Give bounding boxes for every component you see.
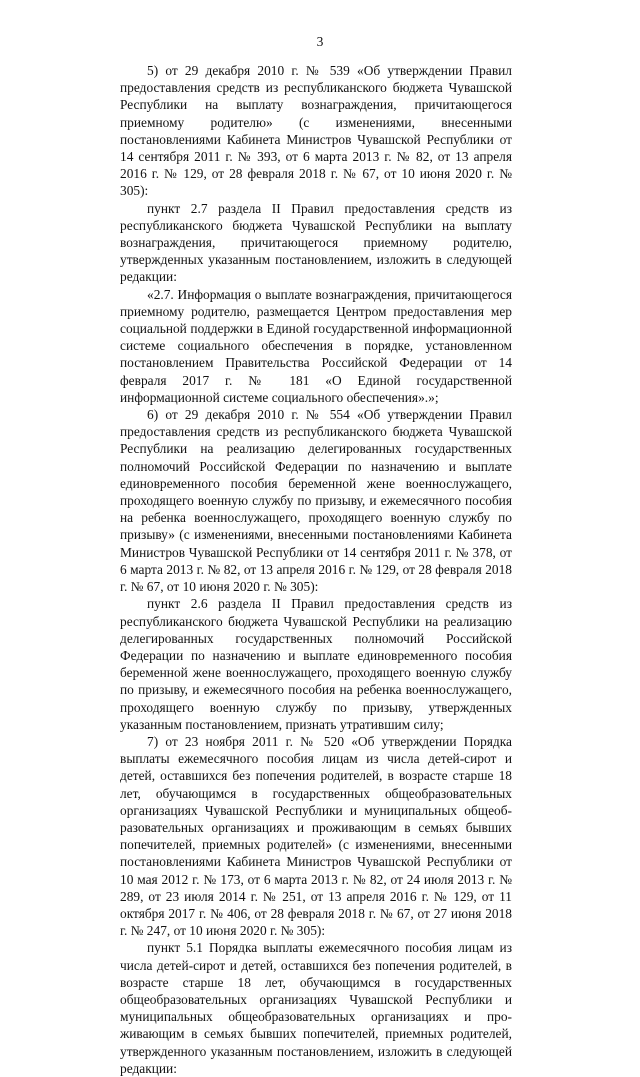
paragraph-item-5: 5) от 29 декабря 2010 г. № 539 «Об утверждении Правил предоставления средств из республиканского бюджета Чувашской Республики на выплату вознаграждения, причитающегося приемному родителю» (с изменениями, внесенными постановлениями Кабинета Министров Чувашской Республики от 14 сентября 2011 г. № 393, от 6 марта 2013 г. № 82, от 13 апреля 2016 г. № 129, от 28 февраля 2018 г. № 67, от 10 июня 2020 г. № 305): (120, 63, 512, 199)
paragraph-item-7: 7) от 23 ноября 2011 г. № 520 «Об утверждении Порядка выплаты ежемесячного пособия лицам из числа детей-сирот и детей, оставшихся без попечения родителей, в возрасте старше 18 лет, обучающимся в государственных общеобразовательных организациях Чувашской Республики и муниципальных общеобразовательных организациях и проживающим в семьях бывших попечителей, приемных родителей» (с изменениями, внесенными постановлениями Кабинета Министров Чувашской Республики от 10 мая 2012 г. № 173, от 6 марта 2013 г. № 82, от 24 июля 2013 г. № 289, от 23 июля 2014 г. № 251, от 13 апреля 2016 г. № 129, от 11 октября 2017 г. № 406, от 28 февраля 2018 г. № 67, от 27 июня 2018 г. № 247, от 10 июня 2020 г. № 305): (120, 733, 512, 939)
paragraph-point-5-1: пункт 5.1 Порядка выплаты ежемесячного пособия лицам из числа детей-сирот и детей, оставшихся без попечения родителей, в возрасте старше 18 лет, обучающимся в государственных общеобразовательных организациях Чувашской Республики и муниципальных общеобразовательных организациях и проживающим в семьях бывших попечителей, приемных родителей, утвержденного указанным постановлением, изложить в следующей редакции: (120, 940, 512, 1076)
paragraph-point-2-7: пункт 2.7 раздела II Правил предоставления средств из республиканского бюджета Чувашской Республики на выплату вознаграждения, причитающегося приемному родителю, утвержденных указанным постановлением, изложить в следующей редакции: (120, 200, 512, 285)
page-number: 3 (316, 34, 324, 49)
document-body (120, 62, 512, 1077)
paragraph-item-6: 6) от 29 декабря 2010 г. № 554 «Об утверждении Правил предоставления средств из республиканского бюджета Чувашской Республики на реализацию делегированных государственных полномочий Российской Федерации по назначению и выплате единовременного пособия беременной жене военнослужащего, проходящего военную службу по призыву, и ежемесячного пособия на ребенка военнослужащего, проходящего военную службу по призыву» (с изменениями, внесенными постановлениями Кабинета Министров Чувашской Республики от 14 сентября 2011 г. № 378, от 6 марта 2013 г. № 82, от 13 апреля 2016 г. № 129, от 28 февраля 2018 г. № 67, от 10 июня 2020 г. № 305): (120, 407, 512, 595)
paragraph-quoted-2-7: «2.7. Информация о выплате вознаграждения, причитающегося приемному родителю, размещается Центром предоставления мер социальной поддержки в Единой государственной информационной системе социального обеспечения в порядке, установленном постановлением Правительства Российской Федерации от 14 февраля 2017 г. № 181 «О Единой государственной информационной системе социального обеспечения».»; (120, 286, 512, 405)
paragraph-point-2-6: пункт 2.6 раздела II Правил предоставления средств из республиканского бюджета Чувашской Республики на реализацию делегированных государственных полномочий Российской Федерации по назначению и выплате единовременного пособия беременной жене военнослужащего, проходящего военную службу по призыву, и ежемесячного пособия на ребенка военнослужащего, проходящего военную службу по призыву, утвержденных указанным постановлением, признать утратившим силу; (120, 596, 512, 732)
